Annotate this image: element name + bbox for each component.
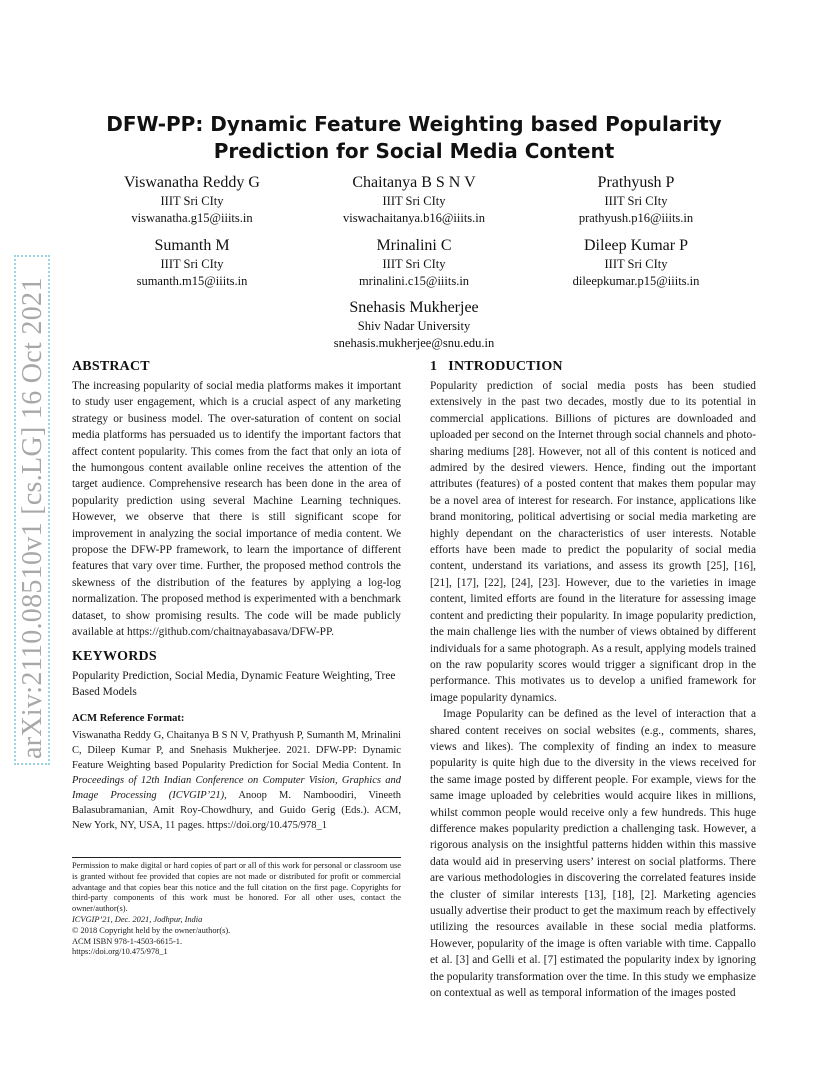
author-affiliation: IIIT Sri CIty bbox=[160, 194, 224, 208]
doi-line: https://doi.org/10.475/978_1 bbox=[72, 947, 168, 957]
author-affiliation: Shiv Nadar University bbox=[357, 319, 471, 333]
paper-title bbox=[90, 111, 738, 165]
author-affiliation: IIIT Sri CIty bbox=[604, 257, 668, 271]
conference-venue: ICVGIP’21, Dec. 2021, Jodhpur, India bbox=[72, 914, 203, 924]
footnote-divider bbox=[72, 857, 401, 858]
author-block bbox=[521, 236, 751, 290]
author-name: Chaitanya B S N V bbox=[352, 174, 476, 191]
copyright-line: © 2018 Copyright held by the owner/author(s). bbox=[72, 925, 231, 935]
author-affiliation: IIIT Sri CIty bbox=[382, 257, 446, 271]
author-name: Dileep Kumar P bbox=[584, 237, 688, 254]
introduction-heading: 1 INTRODUCTION bbox=[430, 359, 563, 374]
arxiv-identifier-stamp: arXiv:2110.08510v1 [cs.LG] 16 Oct 2021 bbox=[14, 255, 50, 765]
author-block bbox=[299, 298, 529, 352]
introduction-paragraph-2: Image Popularity can be defined as the level of interaction that a shared content receives on social websites (e.g., comments, shares, views and likes). The complexity of finding an index to measure popularity is quite high due to the diversity in the views received for the same image posted by different people. For example, views for the same image uploaded by celebrities would acquire likes in millions, whilst common people would receive only a few hundreds. This huge difference makes popularity prediction a challenging task. However, a rigorous analysis on the insightful patterns hidden within this massive data would aid in preserving users’ interest on social platforms. There are various methodologies in discovering the correlated features inside the cluster of similar interests [13], [18], [2]. Marketing agencies usually advertise their product to get the maximum reach by effectively utilizing the resources available in these social media platforms. However, popularity of the image is often variable with time. Cappallo et al. [3] and Gelli et al. [7] estimated the popularity index by ignoring the popularity transformation over the time. In this study we emphasize on contextual as well as temporal information of the images posted bbox=[430, 708, 756, 1000]
acm-reference-heading: ACM Reference Format: bbox=[72, 713, 185, 724]
author-name: Viswanatha Reddy G bbox=[124, 174, 260, 191]
author-email: sumanth.m15@iiits.in bbox=[136, 274, 248, 288]
keywords-list: Popularity Prediction, Social Media, Dynamic Feature Weighting, Tree Based Models bbox=[72, 670, 396, 699]
permission-notice: Permission to make digital or hard copies of part or all of this work for personal or classroom use is granted without fee provided that copies are not made or distributed for profit or commercial advantage and that copies bear this notice and the full citation on the first page. Copyrights for third-party components of this work must be honored. For all other uses, contact the owner/author(s). bbox=[72, 861, 401, 914]
author-block bbox=[299, 236, 529, 290]
author-block bbox=[299, 173, 529, 227]
acm-reference-body bbox=[72, 728, 401, 833]
author-affiliation: IIIT Sri CIty bbox=[160, 257, 224, 271]
author-email: snehasis.mukherjee@snu.edu.in bbox=[333, 336, 495, 350]
author-name: Mrinalini C bbox=[376, 237, 452, 254]
author-email: dileepkumar.p15@iiits.in bbox=[572, 274, 700, 288]
acm-reference-details: , Anoop M. Namboodiri, Vineeth Balasubramanian, Amit Roy-Chowdhury, and Guido Gerig (Eds.). ACM, New York, NY, USA, 11 pages. https://doi.org/10.475/978_1 bbox=[72, 790, 401, 831]
title-line-1: DFW-PP: Dynamic Feature Weighting based Popularity bbox=[106, 112, 722, 136]
keywords-heading: KEYWORDS bbox=[72, 649, 157, 664]
author-block bbox=[77, 236, 307, 290]
author-affiliation: IIIT Sri CIty bbox=[382, 194, 446, 208]
author-block bbox=[521, 173, 751, 227]
introduction-body bbox=[430, 378, 756, 1001]
copyright-footnote bbox=[72, 861, 401, 958]
author-affiliation: IIIT Sri CIty bbox=[604, 194, 668, 208]
keywords-body bbox=[72, 668, 401, 701]
introduction-paragraph-1: Popularity prediction of social media posts has been studied extensively in the past two decades, mostly due to its potential in commercial applications. Billions of pictures are downloaded and uploaded per second on the Internet through social channels and photo-sharing mediums [28]. However, not all of this content is noticed and admired by the desired viewers. Hence, finding out the important attributes (features) of a posted content that makes them popular may be a novel area of interest for research. For instance, applications like brand monitoring, political advertising or social media marketing are highly dependant on the characteristics of user interests. Notable efforts have been made to predict the popularity of social media content, understand its variations, and assess its growth [25], [16], [21], [17], [22], [24], [23]. However, due to the varieties in image content, limited efforts are found in the literature for assessing image content and predicting their popularity. In image popularity prediction, the main challenge lies with the number of views obtained by different individuals for a same photograph. As a result, applying models trained on the raw popularity scores would trigger a significant drop in the performance. This motivates us to develop a unified framework for image popularity dynamics. bbox=[430, 380, 756, 704]
isbn-line: ACM ISBN 978-1-4503-6615-1. bbox=[72, 936, 183, 946]
abstract-heading: ABSTRACT bbox=[72, 359, 150, 374]
author-email: viswanatha.g15@iiits.in bbox=[131, 211, 253, 225]
author-email: mrinalini.c15@iiits.in bbox=[358, 274, 470, 288]
acm-reference-authors: Viswanatha Reddy G, Chaitanya B S N V, Prathyush P, Sumanth M, Mrinalini C, Dileep Kumar P, and Snehasis Mukherjee. 2021. DFW-PP: Dynamic Feature Weighting based Popularity Prediction for Social Media Content. In bbox=[72, 730, 401, 771]
author-block bbox=[77, 173, 307, 227]
abstract-paragraph: The increasing popularity of social media platforms makes it important to study user engagement, which is a crucial aspect of any marketing strategy or business model. The over-saturation of content on social media platforms has persuaded us to identify the important factors that affect content popularity. This comes from the fact that only an iota of the humongous content available online receives the attention of the target audience. Comprehensive research has been done in the area of popularity prediction using several Machine Learning techniques. However, we observe that there is still significant scope for improvement in analyzing the social importance of media content. We propose the DFW-PP framework, to learn the importance of different features that vary over time. Further, the proposed method controls the skewness of the distribution of the features by applying a log-log normalization. The proposed method is experimented with a benchmark dataset, to show promising results. The code will be made publicly available at https://github.com/chaitnayabasava/DFW-PP. bbox=[72, 380, 401, 639]
author-name: Prathyush P bbox=[597, 174, 675, 191]
author-email: prathyush.p16@iiits.in bbox=[578, 211, 694, 225]
author-name: Sumanth M bbox=[154, 237, 230, 254]
abstract-body bbox=[72, 378, 401, 641]
author-name: Snehasis Mukherjee bbox=[349, 299, 479, 316]
acm-reference-proceedings: Proceedings of 12th Indian Conference on Computer Vision, Graphics and Image Processing (ICVGIP’21) bbox=[72, 775, 401, 801]
title-line-2: Prediction for Social Media Content bbox=[213, 139, 615, 163]
author-email: viswachaitanya.b16@iiits.in bbox=[342, 211, 486, 225]
